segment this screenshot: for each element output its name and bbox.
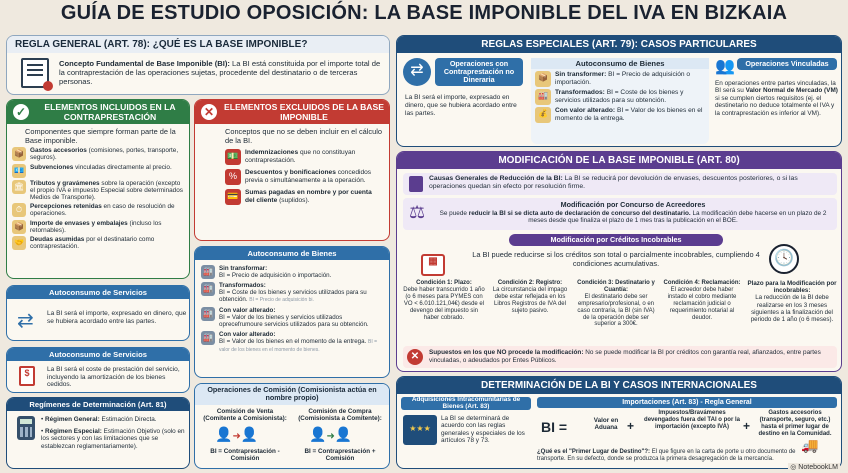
autoconsumo-right-label: Transformados: [555, 89, 605, 96]
factory-icon: 🏭 [201, 265, 215, 279]
autoconsumo-bienes-left-list [201, 265, 387, 357]
condition-label: Condición 4: Reclamación: [663, 280, 741, 286]
autoconsumo-left-detail: BI = Valor de los bienes y servicios utilizados oprecefrumoure servicios utilizados para su obtención. [219, 314, 369, 328]
autoconsumo-left-text [219, 282, 387, 304]
causas-text: La BI se reducirá por devolución de envases, descuentos posteriores, o si las operaciones quedan sin efecto por resolución firme. [429, 175, 798, 190]
calculator-icon [17, 416, 35, 440]
bi-equals: BI = [541, 419, 568, 435]
condition-label: Condición 1: Plazo: [416, 280, 472, 286]
supuestos-text: No se puede modificar la BI por créditos con garantía real, afianzados, entre partes vinculadas, o adeudados por Entes Públicos. [429, 349, 821, 364]
condition-card [661, 280, 743, 342]
autoconsumo-left-note: BI = Precio de adquisición bi. [249, 297, 314, 303]
autoconsumo-right-detail: BI = Precio de adquisición o importación. [555, 71, 691, 86]
incluido-item-text [30, 203, 184, 217]
autoconsumo-left-item [201, 282, 387, 304]
vinculadas-vm: Valor Normal de Mercado (VM) [745, 87, 838, 95]
page-title: GUÍA DE ESTUDIO OPOSICIÓN: LA BASE IMPONIBLE DEL IVA EN BIZKAIA [60, 2, 788, 24]
autoconsumo-right-detail: BI = Valor de los bienes en el momento de la entrega. [555, 107, 703, 122]
modificacion-card [396, 151, 842, 372]
condition-text: El acreedor debe haber instado el cobro mediante reclamación judicial o requerimiento notarial al deudor. [667, 286, 737, 321]
excluido-item-text [245, 149, 383, 164]
truck-icon: 🚚 [801, 437, 819, 453]
comision-venta-formula: BI = Contraprestación - Comisión [210, 448, 280, 463]
autoconsumo-left-label: Con valor alterado: [219, 331, 276, 338]
regimen-especial-text: Estimación Objetivo (solo en los sectores y con las limitaciones que se establezcan reglamentariamente). [41, 427, 185, 450]
clock-icon: 🕓 [769, 244, 799, 274]
autoconsumo-left-note: BI = valor de los bienes en el momento de bienes. [219, 339, 378, 353]
incluido-item-text [30, 220, 184, 234]
autoconsumo-left-text [219, 331, 387, 354]
incluido-item [12, 236, 184, 250]
incluido-item [12, 203, 184, 217]
autoconsumo-bienes-right-title: Autoconsumo de Bienes [531, 58, 709, 69]
incluido-item-icon: 📦 [12, 220, 26, 234]
autoconsumo-bienes-left-card [194, 246, 390, 378]
incluido-item-text [30, 180, 184, 202]
plus-sign-1: + [627, 419, 635, 433]
comision-card [194, 383, 390, 469]
autoconsumo-servicios-card-1 [6, 285, 190, 341]
incluido-item-icon: 🏛 [12, 180, 26, 194]
excluido-item-icon: 💳 [225, 189, 241, 205]
gavel-icon: ⚖ [409, 202, 426, 222]
formula-valor-aduana: Valor en Aduana [593, 417, 619, 432]
autoconsumo-left-text [219, 307, 387, 328]
autoconsumo-left-detail: BI = Precio de adquisición o importación. [219, 272, 332, 279]
supuestos-box [403, 346, 837, 368]
autoconsumo-right-item [535, 89, 705, 105]
autoconsumo-left-detail: BI = Valor de los bienes en el momento de la entrega. [219, 338, 367, 345]
eu-map-icon: ★★★ [403, 415, 437, 445]
no-dineraria-text: La BI será el importe, expresado en dinero, que se hubiera acordado entre las partes. [405, 94, 517, 117]
document-icon [21, 58, 49, 88]
incluido-item-detail: por el destinatario como contraprestación. [30, 236, 155, 251]
regimenes-header: Regímenes de Determinación (Art. 81) [7, 398, 189, 411]
import-title: Importaciones (Art. 83) - Regla General [537, 397, 837, 408]
intra-text: La BI se determinará de acuerdo con las reglas generales y especiales de los artículos 78 y 73. [441, 415, 525, 445]
plazo-label: Plazo para la Modificación por incobrables: [747, 280, 837, 295]
autoconsumo-right-icon: 🏭 [535, 89, 551, 105]
excluido-item-icon: % [225, 169, 241, 185]
comision-venta-title: Comisión de Venta (Comitente a Comisionista): [203, 408, 287, 423]
incluido-item-detail: (comisiones, portes, transporte, seguros). [30, 147, 179, 162]
autoconsumo-right-text [555, 71, 705, 86]
incluido-item [12, 164, 184, 178]
lugar-label: ¿Qué es el "Primer Lugar de Destino"?: [537, 449, 651, 455]
autoconsumo-left-label: Con valor alterado: [219, 307, 276, 314]
vinculadas-text-b: si se cumplen ciertos requisitos (ej. el destinetario no deduce totalmente el IVA y la contraprestación es inferior al VM). [715, 94, 835, 117]
regimen-general-text: Estimación Directa. [101, 416, 157, 423]
comision-compra-title: Comisión de Compra (Comisionista a Comitente): [298, 408, 382, 423]
causas-box [403, 173, 837, 195]
condition-card [575, 280, 657, 342]
autoconsumo-bienes-left-header: Autoconsumo de Bienes [195, 247, 389, 260]
excluidos-header: ELEMENTOS EXCLUIDOS DE LA BASE IMPONIBLE [195, 100, 389, 124]
incluido-item-label: Percepciones retenidas [30, 203, 102, 211]
incluido-item-icon: 📦 [12, 147, 26, 161]
excluido-item [225, 149, 383, 165]
condition-card [403, 280, 485, 342]
cross-icon: ✕ [199, 102, 219, 122]
condition-text: El destinatario debe ser empresario/profesional, o en caso contraria, la BI (sin IVA) de la operación debe ser superior a 300€. [577, 293, 655, 328]
autoconsumo-servicios-header-2: Autoconsumo de Servicios [7, 348, 189, 361]
incluido-item-label: Gastos accesorios [30, 147, 87, 155]
incluido-item-detail: en caso de resolución de operaciones. [30, 203, 175, 218]
modificacion-header: MODIFICACIÓN DE LA BASE IMPONIBLE (ART. 80) [397, 152, 841, 169]
autoconsumo-right-icon: 📦 [535, 71, 551, 87]
prohibited-icon: ✕ [407, 349, 423, 365]
comision-compra-formula: BI = Contraprestación + Comisión [304, 448, 376, 463]
incluido-item-detail: vinculadas directamente al precio. [75, 163, 172, 171]
factory-icon: 🏭 [201, 307, 215, 321]
incluido-item-icon: ⏱ [12, 203, 26, 217]
incluido-item-text [30, 164, 172, 171]
excluido-item-detail: que no constituyan contraprestación. [245, 149, 356, 164]
autoconsumo-right-icon: 💰 [535, 107, 551, 123]
plus-sign-2: + [743, 419, 751, 433]
excluido-item [225, 189, 383, 205]
condition-label: Condición 3: Destinatario y Cuantía: [577, 280, 655, 293]
regimenes-card: Regímenes de Determinación (Art. 81) • Régimen General: Estimación Directa. • Régimen Especial: Estimación Objetivo (solo en los sectores y con las limitaciones que se establezcan reglamentariamente). [6, 397, 190, 469]
autoconsumo-right-item [535, 71, 705, 87]
regla-general-card [6, 35, 390, 95]
autoconsumo-left-label: Transformados: [219, 282, 266, 289]
autoconsumo-servicios-header-1: Autoconsumo de Servicios [7, 286, 189, 299]
reglas-especiales-header: REGLAS ESPECIALES (ART. 79): CASOS PARTICULARES [397, 36, 841, 53]
autoconsumo-left-item [201, 307, 387, 328]
people-icon: 👥 [715, 58, 735, 75]
exchange-icon: ⇄ [17, 310, 34, 332]
regla-general-header: REGLA GENERAL (ART. 78): ¿QUÉ ES LA BASE IMPONIBLE? [7, 36, 389, 53]
excluidos-list [195, 147, 389, 205]
concurso-text-b: La modificación debe hacerse en un plazo de 2 meses desde que finaliza el plazo de 1 mes tras la publicación en el BOE. [528, 210, 827, 225]
supuestos-label: Supuestos en los que NO procede la modificación: [429, 349, 584, 356]
factory-icon: 🏭 [201, 282, 215, 296]
incluido-item-detail: sobre la operación (excepto el propio IVA e impuesto Especial sobre determinados Medios de Transporte). [30, 179, 183, 201]
condition-card [489, 280, 571, 342]
autoconsumo-servicios-card-2 [6, 347, 190, 393]
incluido-item-text [30, 147, 184, 161]
incluido-item [12, 147, 184, 161]
excluidos-card [194, 99, 390, 241]
autoconsumo-right-item [535, 107, 705, 123]
excluido-item-label: Descuentos y bonificaciones [245, 169, 336, 177]
condition-text: Debe haber transcurrido 1 año (o 6 meses para PYMES con VO < 6.010.121,04€) desde el devengo del impuesto sin haber cobrado. [403, 286, 485, 321]
autoconsumo-left-item [201, 331, 387, 354]
vinculadas-text-a: En operaciones entre partes vinculadas, la BI será su [715, 80, 836, 95]
incluido-item-label: Tributos y gravámenes [30, 179, 100, 187]
causas-label: Causas Generales de Reducción de la BI: [429, 175, 563, 182]
incluido-item-icon: 🤝 [12, 236, 26, 250]
autoconsumo-bienes-right-box [531, 58, 709, 144]
autoconsumo-left-label: Sin transformar: [219, 265, 268, 272]
incluido-item-label: Deudas asumidas [30, 236, 85, 244]
incluidos-list [7, 147, 189, 250]
regimen-especial-label: Régimen Especial: [45, 427, 102, 435]
excluido-item-text [245, 189, 383, 204]
incobrables-intro: La BI puede reducirse si los créditos son total o parcialmente incobrables, cumpliendo 4 condiciones acumulativas. [472, 250, 760, 268]
intra-title: Adquisiciones Intracomunitarias de Bienes (Art. 83) [401, 397, 531, 410]
regimen-general-label: Régimen General: [45, 416, 100, 423]
formula-gastos: Gastos accesorios (transporte, seguro, etc.) hasta el primer lugar de destino en la Comunidad. [758, 410, 832, 437]
excluido-item-label: Indemnizaciones [245, 149, 299, 157]
autoconsumo-left-detail: BI = Coste de los bienes y servicios utilizados para su obtención. [219, 289, 367, 303]
excluido-item-detail: (suplidos). [279, 196, 310, 204]
autoconsumo-left-item [201, 265, 387, 279]
autoconsumo-right-text [555, 89, 705, 104]
incobrables-title: Modificación por Créditos Incobrables [509, 234, 723, 246]
documents-icon [409, 176, 423, 192]
incluidos-header: ELEMENTOS INCLUIDOS EN LA CONTRAPRESTACIÓN [7, 100, 189, 124]
check-icon: ✓ [11, 102, 31, 122]
compra-people-icon: 👤➜👤 [309, 426, 353, 442]
concept-text: La BI está constituida por el importe total de la contraprestación de las operaciones sujetas, procedente del destinatario o de terceras personas. [59, 59, 381, 86]
incluido-item-label: Importe de envases y embalajes [30, 219, 128, 227]
invoice-icon: $ [19, 366, 35, 386]
reglas-especiales-card [396, 35, 842, 147]
excluido-item [225, 169, 383, 185]
incluidos-intro: Componentes que siempre forman parte de la Base imponible. [25, 127, 176, 145]
incluido-item-text [30, 236, 184, 250]
brand-label: ◎ NotebookLM [790, 464, 838, 471]
autoconsumo-right-text [555, 107, 705, 122]
formula-impuestos: Impuestos/Bravámenes devengados fuera del TAI o por la importación (excepto IVA) [644, 410, 740, 430]
autoconsumo-right-label: Sin transformer: [555, 71, 607, 78]
condition-label: Condición 2: Registro: [497, 280, 563, 286]
incluido-item-label: Subvenciones [30, 163, 74, 171]
incluido-item-icon: 💶 [12, 164, 26, 178]
autoconsumo-right-detail: BI = Coste de los bienes y servicios utilizados para su obtención. [555, 89, 684, 104]
incluido-item [12, 220, 184, 234]
concurso-text-a: Se puede [439, 210, 467, 217]
excluido-item-detail: concedidos previa o simultáneamente a la operación. [245, 169, 372, 184]
autoconsumo-bienes-right-list [531, 69, 709, 127]
concurso-highlight: reducir la BI si se dicta auto de declaración de concurso del destinatario. [468, 210, 691, 217]
concurso-box [403, 198, 837, 230]
autoconsumo-left-text [219, 265, 331, 279]
vinculadas-title: Operaciones Vinculadas [737, 58, 837, 70]
comision-header: Operaciones de Comisión (Comisionista actúa en nombre propio) [195, 384, 389, 405]
autoconsumo-servicios-text-1: La BI será el importe, expresado en dinero, que se hubiera acordado entre las partes. [47, 310, 187, 325]
plazo-text: La reducción de la BI debe realizarse en los 3 meses siguientes a la finalización del periodo de 1 año (o 6 meses). [750, 294, 834, 324]
venta-people-icon: 👤➜👤 [215, 426, 259, 442]
excluido-item-text [245, 169, 383, 184]
incluido-item-detail: (incluso los retornables). [30, 219, 162, 234]
excluidos-intro: Conceptos que no se deben incluir en el cálculo de la BI. [225, 127, 382, 145]
calendar-icon: ▦ [421, 254, 445, 276]
determinacion-card [396, 376, 842, 469]
swap-icon: ⇄ [403, 58, 431, 86]
autoconsumo-right-label: Con valor alterado: [555, 107, 616, 114]
excluido-item-label: Sumas pagadas en nombre y por cuenta del cliente [245, 189, 372, 204]
excluido-item-icon: 💵 [225, 149, 241, 165]
lugar-text: El que figure en la carta de porte u otro documento de transporte. En su defecto, donde se produzca la primera desagregación de la mercancía. [537, 449, 796, 462]
conditions-list [403, 280, 743, 342]
factory-icon: 🏭 [201, 331, 215, 345]
incluidos-card [6, 99, 190, 279]
concurso-title: Modificación por Concurso de Acreedores [560, 200, 706, 209]
incluido-item [12, 180, 184, 202]
condition-text: La circunstancia del impago debe estar reflejada en los Libros Registros de IVA del sujeto pasivo. [492, 286, 568, 314]
determinacion-header: DETERMINACIÓN DE LA BI Y CASOS INTERNACIONALES [397, 377, 841, 394]
no-dineraria-title: Operaciones con Contraprestación no Dineraria [435, 58, 523, 86]
autoconsumo-servicios-text-2: La BI será el coste de prestación del servicio, incluyendo la amortización de los bienes cedidos. [47, 366, 180, 389]
concept-title: Concepto Fundamental de Base Imponible (BI): [59, 59, 230, 68]
